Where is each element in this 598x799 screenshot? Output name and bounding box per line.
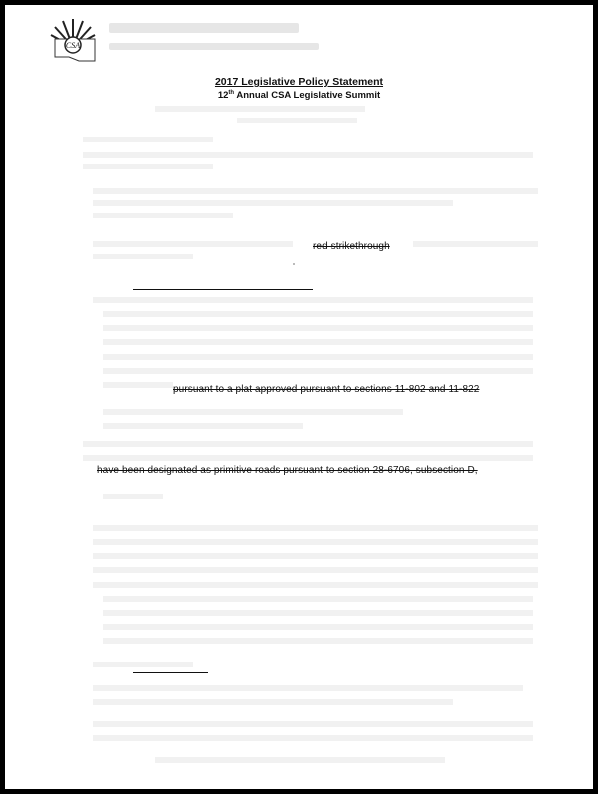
- logo-text: CSA: [65, 41, 81, 50]
- strikethrough-text-primitive: have been designated as primitive roads pursuant to section 28-6706, subsection D,: [97, 465, 478, 476]
- subtitle-ordinal: 12: [217, 90, 229, 101]
- underline-rule-1: [133, 289, 313, 290]
- subtitle-suffix: th: [228, 90, 235, 96]
- faded-body-text: [5, 5, 598, 799]
- strikethrough-text-plat: pursuant to a plat approved pursuant to sections 11-802 and 11-822: [173, 384, 480, 395]
- document-title: 2017 Legislative Policy Statement: [214, 76, 384, 88]
- subtitle-rest: Annual CSA Legislative Summit: [234, 90, 381, 101]
- strikethrough-text-red: red strikethrough: [313, 241, 390, 252]
- underline-rule-2: [133, 672, 208, 673]
- scan-speck: [293, 263, 295, 265]
